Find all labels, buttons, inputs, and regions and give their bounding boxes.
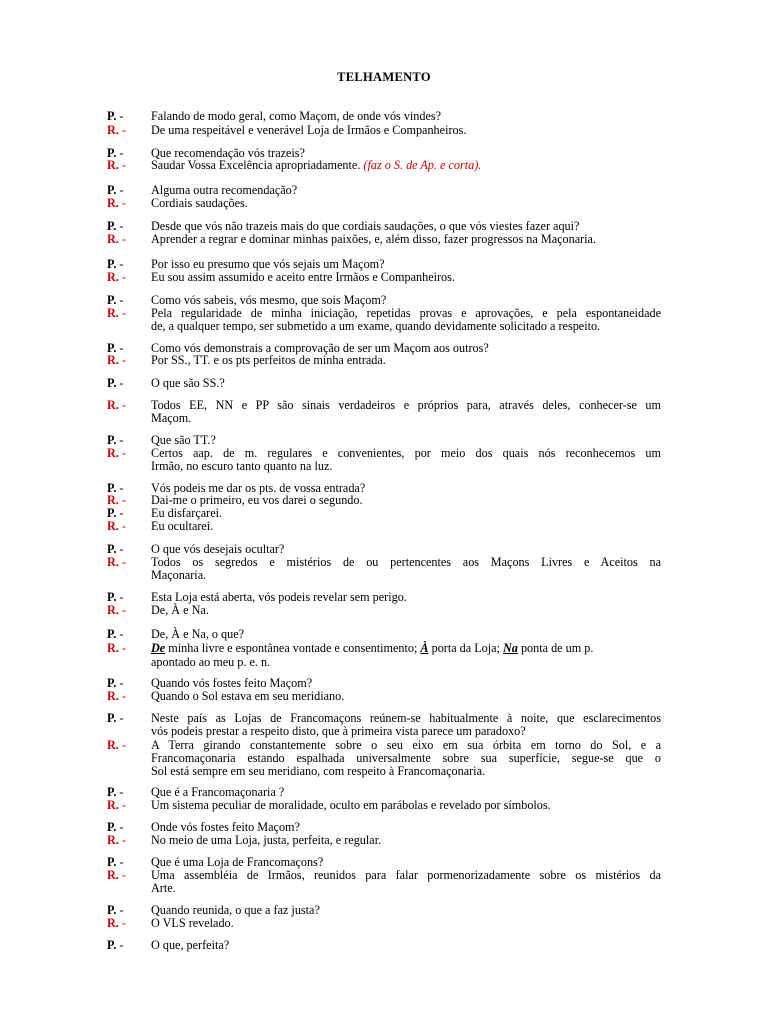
answer-line	[0, 353, 768, 367]
line-text	[151, 711, 661, 725]
label-dash: -	[118, 196, 126, 210]
answer-line	[0, 196, 768, 210]
label-letter: R.	[107, 798, 119, 812]
continuation-line	[0, 751, 768, 765]
emphasis-a: À	[420, 641, 429, 655]
question-line	[0, 903, 768, 917]
label-letter: R.	[107, 689, 119, 703]
line-text	[151, 751, 661, 765]
label-letter: P.	[107, 183, 117, 197]
line-text	[151, 109, 661, 123]
question-label	[107, 219, 123, 233]
answer-label	[107, 232, 126, 246]
line-text	[151, 820, 661, 834]
label-dash: -	[118, 232, 126, 246]
line-main-text: Maçom.	[151, 411, 192, 425]
label-letter: R.	[107, 833, 119, 847]
label-letter: R.	[107, 232, 119, 246]
label-dash: -	[116, 341, 124, 355]
answer-line	[0, 603, 768, 617]
line-main-text: Neste país as Lojas de Francomaçons reúnem-se habitualmente à noite, que esclarecimentos	[151, 711, 661, 725]
label-letter: R.	[107, 916, 119, 930]
label-dash: -	[116, 146, 124, 160]
continuation-line	[0, 411, 768, 425]
answer-label	[107, 306, 126, 320]
line-main-text: Por isso eu presumo que vós sejais um Maçom?	[151, 257, 385, 271]
question-label	[107, 542, 123, 556]
answer-line	[0, 689, 768, 703]
label-dash: -	[116, 590, 124, 604]
label-letter: P.	[107, 481, 117, 495]
label-letter: P.	[107, 542, 117, 556]
question-line	[0, 257, 768, 271]
text-segment: ponta de um p.	[517, 641, 594, 655]
answer-line	[0, 398, 768, 412]
line-text	[151, 270, 661, 284]
emphasis-de: De	[151, 641, 166, 655]
line-main-text: Que é a Francomaçonaria ?	[151, 785, 285, 799]
answer-label	[107, 916, 126, 930]
continuation-line	[0, 881, 768, 895]
answer-label	[107, 689, 126, 703]
line-text	[151, 519, 661, 533]
label-letter: P.	[107, 855, 117, 869]
label-dash: -	[118, 519, 126, 533]
answer-label	[107, 641, 126, 655]
line-main-text: Eu sou assim assumido e aceito entre Irmãos e Companheiros.	[151, 270, 455, 284]
line-text	[151, 459, 661, 473]
label-dash: -	[116, 820, 124, 834]
answer-label	[107, 158, 126, 172]
label-dash: -	[118, 916, 126, 930]
label-dash: -	[116, 376, 124, 390]
label-dash: -	[118, 353, 126, 367]
line-main-text: De, À e Na.	[151, 603, 209, 617]
answer-label	[107, 603, 126, 617]
label-letter: P.	[107, 506, 117, 520]
answer-label	[107, 519, 126, 533]
line-main-text: Maçonaria.	[151, 568, 207, 582]
answer-line	[0, 306, 768, 320]
line-text	[151, 764, 661, 778]
label-letter: P.	[107, 219, 117, 233]
line-text	[151, 738, 661, 752]
answer-label	[107, 270, 126, 284]
line-main-text: De, À e Na, o que?	[151, 627, 245, 641]
label-dash: -	[116, 257, 124, 271]
line-text	[151, 676, 661, 690]
line-main-text: Quando reunida, o que a faz justa?	[151, 903, 320, 917]
label-dash: -	[118, 123, 126, 137]
continuation-line	[0, 724, 768, 738]
label-letter: R.	[107, 353, 119, 367]
line-main-text: Eu disfarçarei.	[151, 506, 223, 520]
line-main-text: Um sistema peculiar de moralidade, oculto em parábolas e revelado por símbolos.	[151, 798, 551, 812]
continuation-line	[0, 568, 768, 582]
label-letter: P.	[107, 820, 117, 834]
line-text	[151, 938, 661, 952]
question-label	[107, 820, 123, 834]
label-dash: -	[118, 738, 126, 752]
label-letter: R.	[107, 446, 119, 460]
label-letter: R.	[107, 398, 119, 412]
question-line	[0, 711, 768, 725]
line-main-text: Francomaçonaria estando espalhada universalmente sobre sua superfície, segue-se que o	[151, 751, 661, 765]
question-line	[0, 590, 768, 604]
label-dash: -	[118, 446, 126, 460]
line-text	[151, 603, 661, 617]
label-letter: P.	[107, 293, 117, 307]
question-line	[0, 109, 768, 123]
label-dash: -	[118, 555, 126, 569]
label-letter: P.	[107, 590, 117, 604]
question-label	[107, 433, 123, 447]
question-line	[0, 183, 768, 197]
question-line	[0, 676, 768, 690]
question-line	[0, 785, 768, 799]
answer-label	[107, 798, 126, 812]
answer-label	[107, 353, 126, 367]
line-text	[151, 219, 661, 233]
line-text	[151, 641, 661, 655]
answer-line	[0, 493, 768, 507]
label-dash: -	[118, 798, 126, 812]
line-text	[151, 411, 661, 425]
line-text	[151, 293, 661, 307]
line-main-text: No meio de uma Loja, justa, perfeita, e regular.	[151, 833, 382, 847]
label-dash: -	[116, 183, 124, 197]
line-main-text: Sol está sempre em seu meridiano, com respeito à Francomaçonaria.	[151, 764, 486, 778]
answer-line	[0, 158, 768, 172]
answer-label	[107, 833, 126, 847]
label-letter: R.	[107, 519, 119, 533]
line-text	[151, 903, 661, 917]
line-main-text: de, a qualquer tempo, ser submetido a um exame, quando devidamente solicitado a respeito.	[151, 319, 601, 333]
label-letter: P.	[107, 903, 117, 917]
line-main-text: Quando vós fostes feito Maçom?	[151, 676, 313, 690]
line-main-text: Como vós demonstrais a comprovação de ser um Maçom aos outros?	[151, 341, 489, 355]
label-dash: -	[118, 270, 126, 284]
continuation-line	[0, 655, 768, 669]
line-main-text: Que é uma Loja de Francomaçons?	[151, 855, 324, 869]
question-line	[0, 433, 768, 447]
label-dash: -	[116, 627, 124, 641]
line-text	[151, 881, 661, 895]
answer-label	[107, 196, 126, 210]
line-text	[151, 542, 661, 556]
line-text	[151, 798, 661, 812]
label-letter: P.	[107, 627, 117, 641]
answer-line	[0, 446, 768, 460]
answer-line	[0, 833, 768, 847]
line-main-text: Aprender a regrar e dominar minhas paixões, e, além disso, fazer progressos na Maçonaria.	[151, 232, 597, 246]
label-dash: -	[116, 506, 124, 520]
line-text	[151, 655, 661, 669]
label-letter: R.	[107, 555, 119, 569]
label-letter: P.	[107, 676, 117, 690]
line-text	[151, 916, 661, 930]
question-label	[107, 855, 123, 869]
question-label	[107, 627, 123, 641]
question-label	[107, 590, 123, 604]
label-letter: P.	[107, 938, 117, 952]
label-dash: -	[118, 398, 126, 412]
line-text	[151, 376, 661, 390]
line-text	[151, 232, 661, 246]
line-main-text: Dai-me o primeiro, eu vos darei o segundo.	[151, 493, 363, 507]
label-letter: R.	[107, 196, 119, 210]
line-main-text: O que são SS.?	[151, 376, 225, 390]
text-segment: minha livre e espontânea vontade e consentimento;	[165, 641, 421, 655]
line-main-text: Arte.	[151, 881, 176, 895]
line-text	[151, 868, 661, 882]
answer-label	[107, 398, 126, 412]
answer-label	[107, 738, 126, 752]
line-main-text: Cordiais saudações.	[151, 196, 248, 210]
answer-line	[0, 738, 768, 752]
label-dash: -	[116, 109, 124, 123]
question-line	[0, 376, 768, 390]
answer-label	[107, 493, 126, 507]
label-letter: P.	[107, 376, 117, 390]
line-text	[151, 555, 661, 569]
line-main-text: O VLS revelado.	[151, 916, 234, 930]
line-text	[151, 785, 661, 799]
line-main-text: Uma assembléia de Irmãos, reunidos para falar pormenorizadamente sobre os mistérios da	[151, 868, 661, 882]
line-text	[151, 196, 661, 210]
answer-label	[107, 868, 126, 882]
label-letter: P.	[107, 711, 117, 725]
line-main-text: A Terra girando constantemente sobre o seu eixo em sua órbita em torno do Sol, e a	[151, 738, 661, 752]
label-letter: R.	[107, 123, 119, 137]
question-label	[107, 938, 123, 952]
line-text	[151, 855, 661, 869]
question-label	[107, 711, 123, 725]
line-text	[151, 590, 661, 604]
question-line	[0, 938, 768, 952]
line-main-text: Saudar Vossa Excelência apropriadamente.	[151, 158, 361, 172]
label-dash: -	[118, 641, 126, 655]
line-main-text: Que recomendação vós trazeis?	[151, 146, 305, 160]
question-line	[0, 855, 768, 869]
label-dash: -	[118, 493, 126, 507]
line-main-text: Eu ocultarei.	[151, 519, 214, 533]
label-letter: R.	[107, 868, 119, 882]
line-text	[151, 306, 661, 320]
stage-direction-note: (faz o S. de Ap. e corta).	[363, 158, 482, 172]
continuation-line	[0, 764, 768, 778]
label-letter: P.	[107, 257, 117, 271]
line-main-text: De uma respeitável e venerável Loja de Irmãos e Companheiros.	[151, 123, 467, 137]
line-text	[151, 398, 661, 412]
line-text	[151, 183, 661, 197]
question-label	[107, 676, 123, 690]
answer-line	[0, 555, 768, 569]
answer-label	[107, 123, 126, 137]
label-dash: -	[116, 938, 124, 952]
text-segment: porta da Loja;	[428, 641, 503, 655]
label-letter: R.	[107, 306, 119, 320]
question-line	[0, 293, 768, 307]
label-dash: -	[116, 711, 124, 725]
line-main-text: Esta Loja está aberta, vós podeis revelar sem perigo.	[151, 590, 407, 604]
question-label	[107, 183, 123, 197]
answer-line	[0, 916, 768, 930]
line-main-text: Pela regularidade de minha iniciação, repetidas provas e aprovações, e pela espontaneidade	[151, 306, 661, 320]
line-main-text: O que vós desejais ocultar?	[151, 542, 285, 556]
emphasis-na: Na	[503, 641, 518, 655]
answer-line	[0, 798, 768, 812]
answer-label	[107, 446, 126, 460]
question-label	[107, 785, 123, 799]
question-line	[0, 820, 768, 834]
label-letter: P.	[107, 785, 117, 799]
label-letter: P.	[107, 341, 117, 355]
line-main-text: Que são TT.?	[151, 433, 216, 447]
line-text	[151, 353, 661, 367]
question-label	[107, 376, 123, 390]
line-main-text: Desde que vós não trazeis mais do que cordiais saudações, o que vós viestes fazer aqui?	[151, 219, 580, 233]
question-line	[0, 219, 768, 233]
line-text	[151, 689, 661, 703]
answer-line	[0, 641, 768, 655]
line-text	[151, 833, 661, 847]
question-label	[107, 293, 123, 307]
label-letter: R.	[107, 738, 119, 752]
label-dash: -	[118, 833, 126, 847]
line-main-text: Como vós sabeis, vós mesmo, que sois Maçom?	[151, 293, 387, 307]
question-line	[0, 542, 768, 556]
label-letter: R.	[107, 603, 119, 617]
line-text	[151, 724, 661, 738]
answer-line	[0, 868, 768, 882]
answer-label	[107, 555, 126, 569]
line-main-text: Falando de modo geral, como Maçom, de onde vós vindes?	[151, 109, 442, 123]
line-text	[151, 506, 661, 520]
line-main-text: Alguma outra recomendação?	[151, 183, 298, 197]
label-dash: -	[118, 158, 126, 172]
label-letter: R.	[107, 270, 119, 284]
label-dash: -	[116, 785, 124, 799]
label-dash: -	[116, 219, 124, 233]
label-letter: R.	[107, 493, 119, 507]
line-main-text: Irmão, no escuro tanto quanto na luz.	[151, 459, 333, 473]
line-main-text: Certos aap. de m. regulares e convenientes, por meio dos quais nós reconhecemos um	[151, 446, 661, 460]
label-dash: -	[118, 603, 126, 617]
answer-line	[0, 123, 768, 137]
line-text	[151, 158, 661, 172]
label-dash: -	[116, 855, 124, 869]
line-text	[151, 568, 661, 582]
label-dash: -	[116, 293, 124, 307]
question-line	[0, 506, 768, 520]
line-main-text: Quando o Sol estava em seu meridiano.	[151, 689, 345, 703]
answer-line	[0, 232, 768, 246]
line-main-text: vós podeis prestar a respeito disto, que à primeira vista parece um paradoxo?	[151, 724, 526, 738]
line-main-text: apontado ao meu p. e. n.	[151, 655, 271, 669]
line-main-text: Onde vós fostes feito Maçom?	[151, 820, 300, 834]
line-text	[151, 319, 661, 333]
line-text	[151, 257, 661, 271]
line-main-text: O que, perfeita?	[151, 938, 230, 952]
answer-line	[0, 270, 768, 284]
line-text	[151, 493, 661, 507]
label-dash: -	[116, 903, 124, 917]
question-label	[107, 506, 123, 520]
line-text	[151, 446, 661, 460]
line-text	[151, 627, 661, 641]
continuation-line	[0, 319, 768, 333]
label-dash: -	[118, 306, 126, 320]
question-label	[107, 257, 123, 271]
line-main-text: Todos EE, NN e PP são sinais verdadeiros e próprios para, através deles, conhecer-se um	[151, 398, 661, 412]
line-text	[151, 433, 661, 447]
line-main-text: Todos os segredos e mistérios de ou pertencentes aos Maçons Livres e Aceitos na	[151, 555, 661, 569]
question-line	[0, 627, 768, 641]
line-main-text: Vós podeis me dar os pts. de vossa entrada?	[151, 481, 366, 495]
document-title: TELHAMENTO	[337, 70, 431, 84]
label-letter: R.	[107, 641, 119, 655]
label-letter: P.	[107, 109, 117, 123]
label-letter: P.	[107, 146, 117, 160]
label-dash: -	[116, 676, 124, 690]
label-dash: -	[118, 868, 126, 882]
label-letter: P.	[107, 433, 117, 447]
line-main-text: Por SS., TT. e os pts perfeitos de minha entrada.	[151, 353, 386, 367]
label-dash: -	[116, 433, 124, 447]
answer-line	[0, 519, 768, 533]
question-label	[107, 109, 123, 123]
label-dash: -	[116, 481, 124, 495]
label-dash: -	[116, 542, 124, 556]
label-letter: R.	[107, 158, 119, 172]
label-dash: -	[118, 689, 126, 703]
continuation-line	[0, 459, 768, 473]
line-text	[151, 123, 661, 137]
question-label	[107, 903, 123, 917]
